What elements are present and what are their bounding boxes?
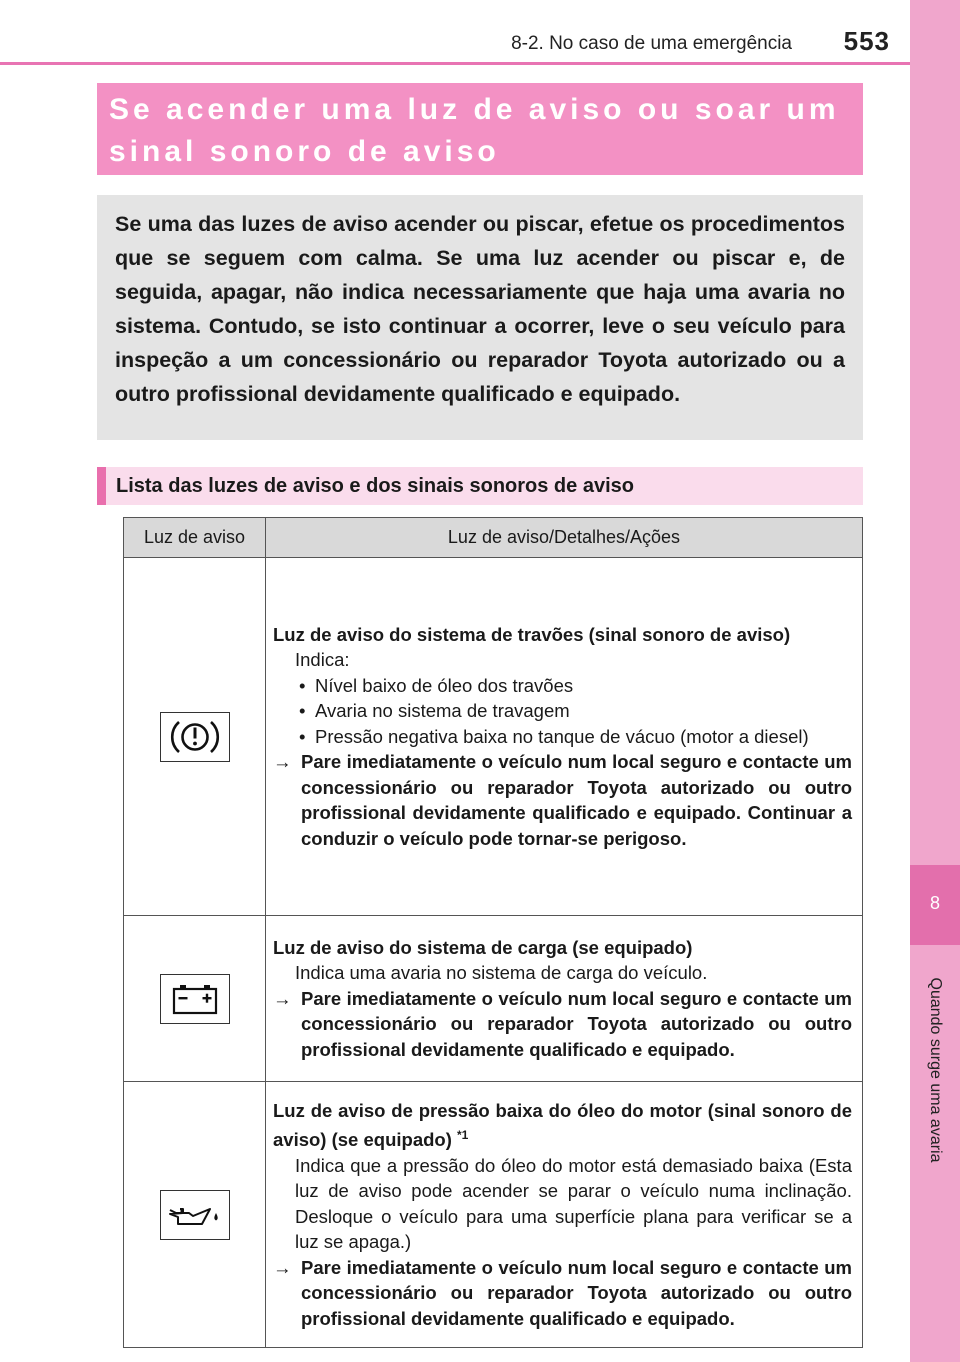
warning-title-text: Luz de aviso de pressão baixa do óleo do motor (sinal sonoro de aviso) (se equipado) [273, 1099, 852, 1151]
oil-pressure-icon [160, 1190, 230, 1240]
table-row [124, 558, 863, 916]
table-cell-icon [124, 558, 266, 916]
table-cell-icon [124, 916, 266, 1082]
table-cell-icon [124, 1082, 266, 1348]
warning-lights-table [123, 517, 863, 1348]
section-heading [97, 467, 863, 505]
warning-title [273, 1098, 852, 1153]
page-title-line-1: Se acender uma luz de aviso ou soar um [109, 93, 840, 126]
table-cell-details [266, 558, 863, 916]
table-cell-details [266, 916, 863, 1082]
table-cell-details [266, 1082, 863, 1348]
warning-title: Luz de aviso do sistema de travões (sinal sonoro de aviso) [273, 623, 791, 645]
page-number: 553 [843, 26, 890, 56]
battery-charge-icon [160, 974, 230, 1024]
chapter-label: Quando surge uma avaria [927, 977, 944, 1163]
intro-text: Se uma das luzes de aviso acender ou piscar, efetue os procedimentos que se seguem com calma. Se uma luz acender ou piscar e, de seguida, apagar, não indica necessariamente que haja uma avaria no sistema. Contudo, se isto continuar a ocorrer, leve o seu veículo para inspeção a um concessionário ou reparador Toyota autorizado ou a outro profissional devidamente qualificado e equipado. [115, 212, 845, 406]
table-header-details: Luz de aviso/Detalhes/Ações [266, 518, 863, 558]
warning-action: → Pare imediatamente o veículo num local seguro e contacte um concessionário ou reparador Toyota autorizado ou outro profissional devidamente qualificado e equipado. Continuar a conduzir o veículo pode tornar-se perigoso. [273, 749, 852, 851]
section-title: 8-2. No caso de uma emergência [511, 33, 792, 54]
page-title-line-2: sinal sonoro de aviso [109, 135, 500, 168]
brake-warning-icon [160, 712, 230, 762]
warning-bullet: • Pressão negativa baixa no tanque de vácuo (motor a diesel) [273, 724, 852, 750]
footnote-marker: *1 [457, 1128, 469, 1143]
warning-bullet: • Nível baixo de óleo dos travões [273, 673, 852, 699]
intro-box [97, 195, 863, 440]
table-row [124, 1082, 863, 1348]
header-rule [0, 62, 960, 65]
warning-action: → Pare imediatamente o veículo num local seguro e contacte um concessionário ou reparador Toyota autorizado ou outro profissional devidamente qualificado e equipado. [273, 986, 852, 1063]
warning-title: Luz de aviso do sistema de carga (se equipado) [273, 936, 693, 958]
table-row [124, 916, 863, 1082]
table-header-row [124, 518, 863, 558]
warning-action: → Pare imediatamente o veículo num local seguro e contacte um concessionário ou reparador Toyota autorizado ou outro profissional devidamente qualificado e equipado. [273, 1255, 852, 1332]
section-heading-text: Lista das luzes de aviso e dos sinais sonoros de aviso [116, 475, 634, 497]
page-title [97, 83, 863, 175]
warning-description: Indica uma avaria no sistema de carga do veículo. [295, 962, 708, 984]
warning-indicates: Indica: [295, 649, 350, 671]
table-header-light: Luz de aviso [124, 518, 266, 558]
warning-bullet: • Avaria no sistema de travagem [273, 698, 852, 724]
chapter-number: 8 [929, 893, 940, 913]
warning-description: Indica que a pressão do óleo do motor está demasiado baixa (Esta luz de aviso pode acender se parar o veículo numa inclinação. Desloque o veículo para uma superfície plana para verificar se a luz se apaga.) [295, 1154, 852, 1253]
